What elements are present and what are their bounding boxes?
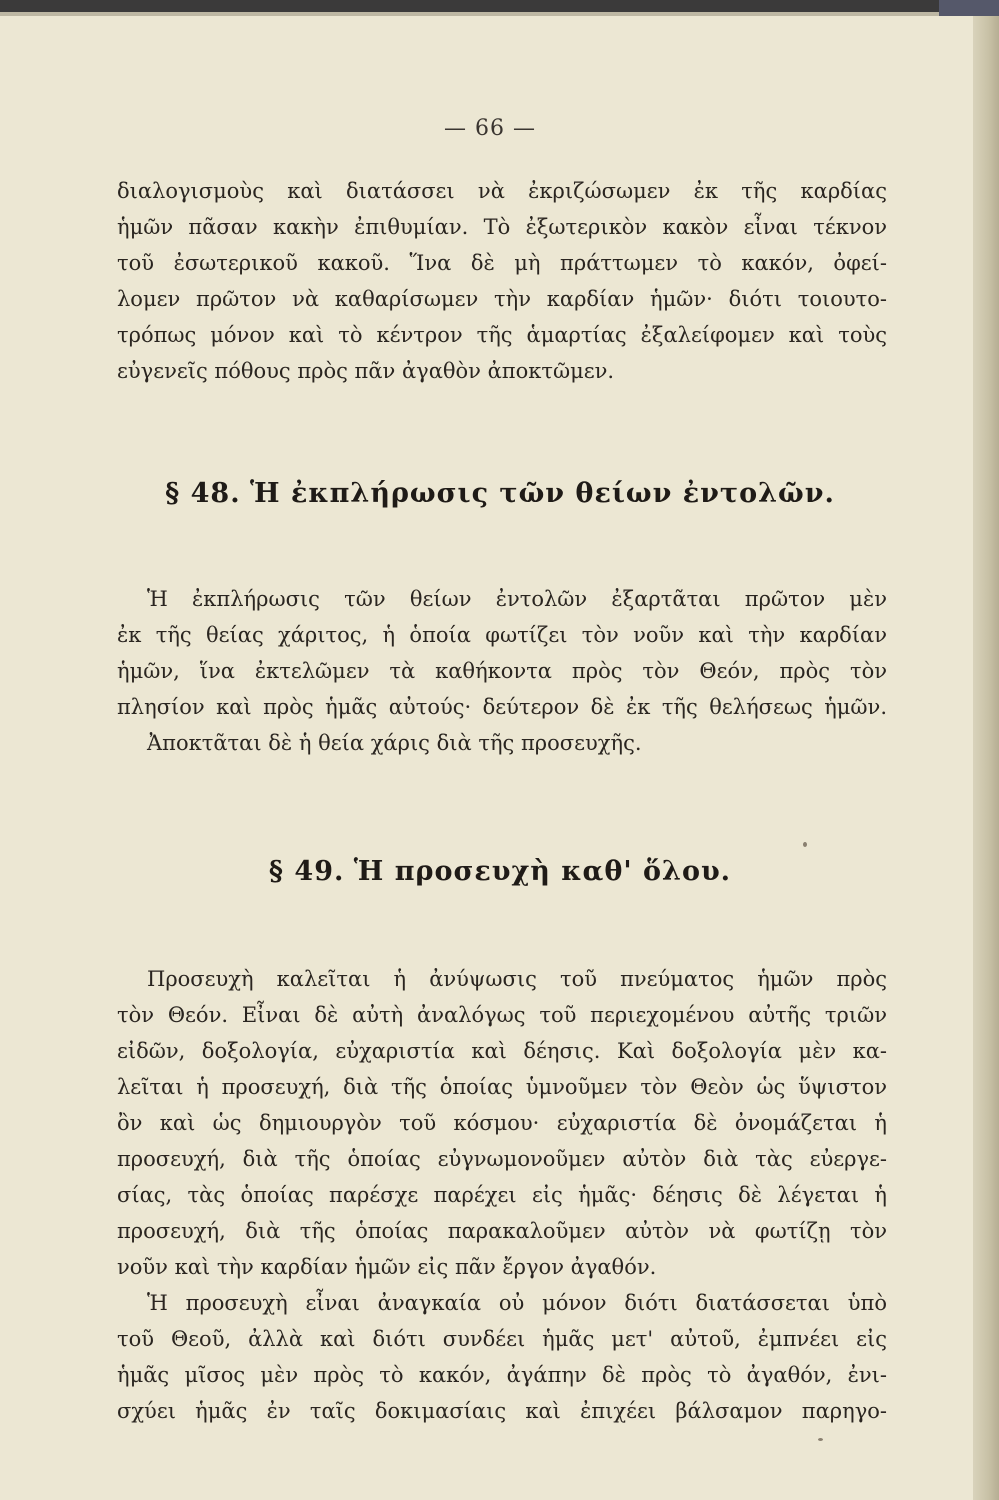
text-line: Προσευχὴ καλεῖται ἡ ἀνύψωσις τοῦ πνεύματος ἡμῶν πρὸς bbox=[147, 967, 887, 991]
paper-speck bbox=[803, 842, 807, 847]
section-48-body bbox=[117, 581, 887, 761]
text-line: Ἡ προσευχὴ εἶναι ἀναγκαία οὐ μόνον διότι διατάσσεται ὑπὸ bbox=[147, 1291, 887, 1315]
scan-top-edge bbox=[0, 0, 999, 12]
book-page bbox=[0, 16, 973, 1500]
scan-corner bbox=[939, 0, 999, 16]
text-line: τοῦ Θεοῦ, ἀλλὰ καὶ διότι συνδέει ἡμᾶς μετ' αὐτοῦ, ἐμπνέει εἰς bbox=[117, 1327, 887, 1351]
text-line: τοῦ ἐσωτερικοῦ κακοῦ. Ἵνα δὲ μὴ πράττωμεν τὸ κακόν, ὀφεί- bbox=[117, 251, 887, 275]
paragraph-continuation bbox=[117, 173, 887, 389]
text-line: ἡμᾶς μῖσος μὲν πρὸς τὸ κακόν, ἀγάπην δὲ πρὸς τὸ ἀγαθόν, ἐνι- bbox=[117, 1363, 887, 1387]
section-49-heading bbox=[100, 856, 900, 887]
paper-speck bbox=[818, 1438, 823, 1441]
section-48-title: Ἡ ἐκπλήρωσις τῶν θείων ἐντολῶν. bbox=[250, 478, 835, 509]
text-line: νοῦν καὶ τὴν καρδίαν ἡμῶν εἰς πᾶν ἔργον ἀγαθόν. bbox=[117, 1255, 657, 1279]
text-line: ἐκ τῆς θείας χάριτος, ἡ ὁποία φωτίζει τὸν νοῦν καὶ τὴν καρδίαν bbox=[117, 623, 887, 647]
text-line: Ἡ ἐκπλήρωσις τῶν θείων ἐντολῶν ἐξαρτᾶται πρῶτον μὲν bbox=[147, 587, 887, 611]
section-48-number: § 48. bbox=[165, 478, 241, 509]
text-line: προσευχή, διὰ τῆς ὁποίας παρακαλοῦμεν αὐτὸν νὰ φωτίζῃ τὸν bbox=[117, 1219, 887, 1243]
section-49-number: § 49. bbox=[268, 856, 345, 887]
section-49-body bbox=[117, 961, 887, 1429]
text-line: ἡμῶν πᾶσαν κακὴν ἐπιθυμίαν. Τὸ ἐξωτερικὸν κακὸν εἶναι τέκνον bbox=[117, 215, 887, 239]
text-line: σίας, τὰς ὁποίας παρέσχε παρέχει εἰς ἡμᾶς· δέησις δὲ λέγεται ἡ bbox=[117, 1183, 887, 1207]
text-line: εὐγενεῖς πόθους πρὸς πᾶν ἀγαθὸν ἀποκτῶμεν. bbox=[117, 359, 615, 383]
page-number: — 66 — bbox=[444, 116, 536, 141]
text-line: ὂν καὶ ὡς δημιουργὸν τοῦ κόσμου· εὐχαριστία δὲ ὀνομάζεται ἡ bbox=[117, 1111, 887, 1135]
text-line: ἡμῶν, ἵνα ἐκτελῶμεν τὰ καθήκοντα πρὸς τὸν Θεόν, πρὸς τὸν bbox=[117, 659, 887, 683]
text-line: λομεν πρῶτον νὰ καθαρίσωμεν τὴν καρδίαν ἡμῶν· διότι τοιουτο- bbox=[117, 287, 887, 311]
text-line: εἰδῶν, δοξολογία, εὐχαριστία καὶ δέησις. Καὶ δοξολογία μὲν κα- bbox=[117, 1039, 887, 1063]
text-line: σχύει ἡμᾶς ἐν ταῖς δοκιμασίαις καὶ ἐπιχέει βάλσαμον παρηγο- bbox=[117, 1399, 887, 1423]
scan-right-edge bbox=[973, 0, 999, 1500]
text-line: διαλογισμοὺς καὶ διατάσσει νὰ ἐκριζώσωμεν ἐκ τῆς καρδίας bbox=[117, 179, 887, 203]
text-line: τρόπως μόνον καὶ τὸ κέντρον τῆς ἁμαρτίας ἐξαλείφομεν καὶ τοὺς bbox=[117, 323, 887, 347]
text-line: τὸν Θεόν. Εἶναι δὲ αὐτὴ ἀναλόγως τοῦ περιεχομένου αὐτῆς τριῶν bbox=[117, 1003, 887, 1027]
section-49-title: Ἡ προσευχὴ καθ' ὅλου. bbox=[353, 856, 732, 887]
text-line: πλησίον καὶ πρὸς ἡμᾶς αὐτούς· δεύτερον δὲ ἐκ τῆς θελήσεως ἡμῶν. bbox=[117, 695, 887, 719]
text-line: λεῖται ἡ προσευχή, διὰ τῆς ὁποίας ὑμνοῦμεν τὸν Θεὸν ὡς ὕψιστον bbox=[117, 1075, 887, 1099]
section-48-heading bbox=[100, 478, 900, 509]
text-line: Ἀποκτᾶται δὲ ἡ θεία χάρις διὰ τῆς προσευχῆς. bbox=[147, 731, 642, 755]
text-line: προσευχή, διὰ τῆς ὁποίας εὐγνωμονοῦμεν αὐτὸν διὰ τὰς εὐεργε- bbox=[117, 1147, 887, 1171]
